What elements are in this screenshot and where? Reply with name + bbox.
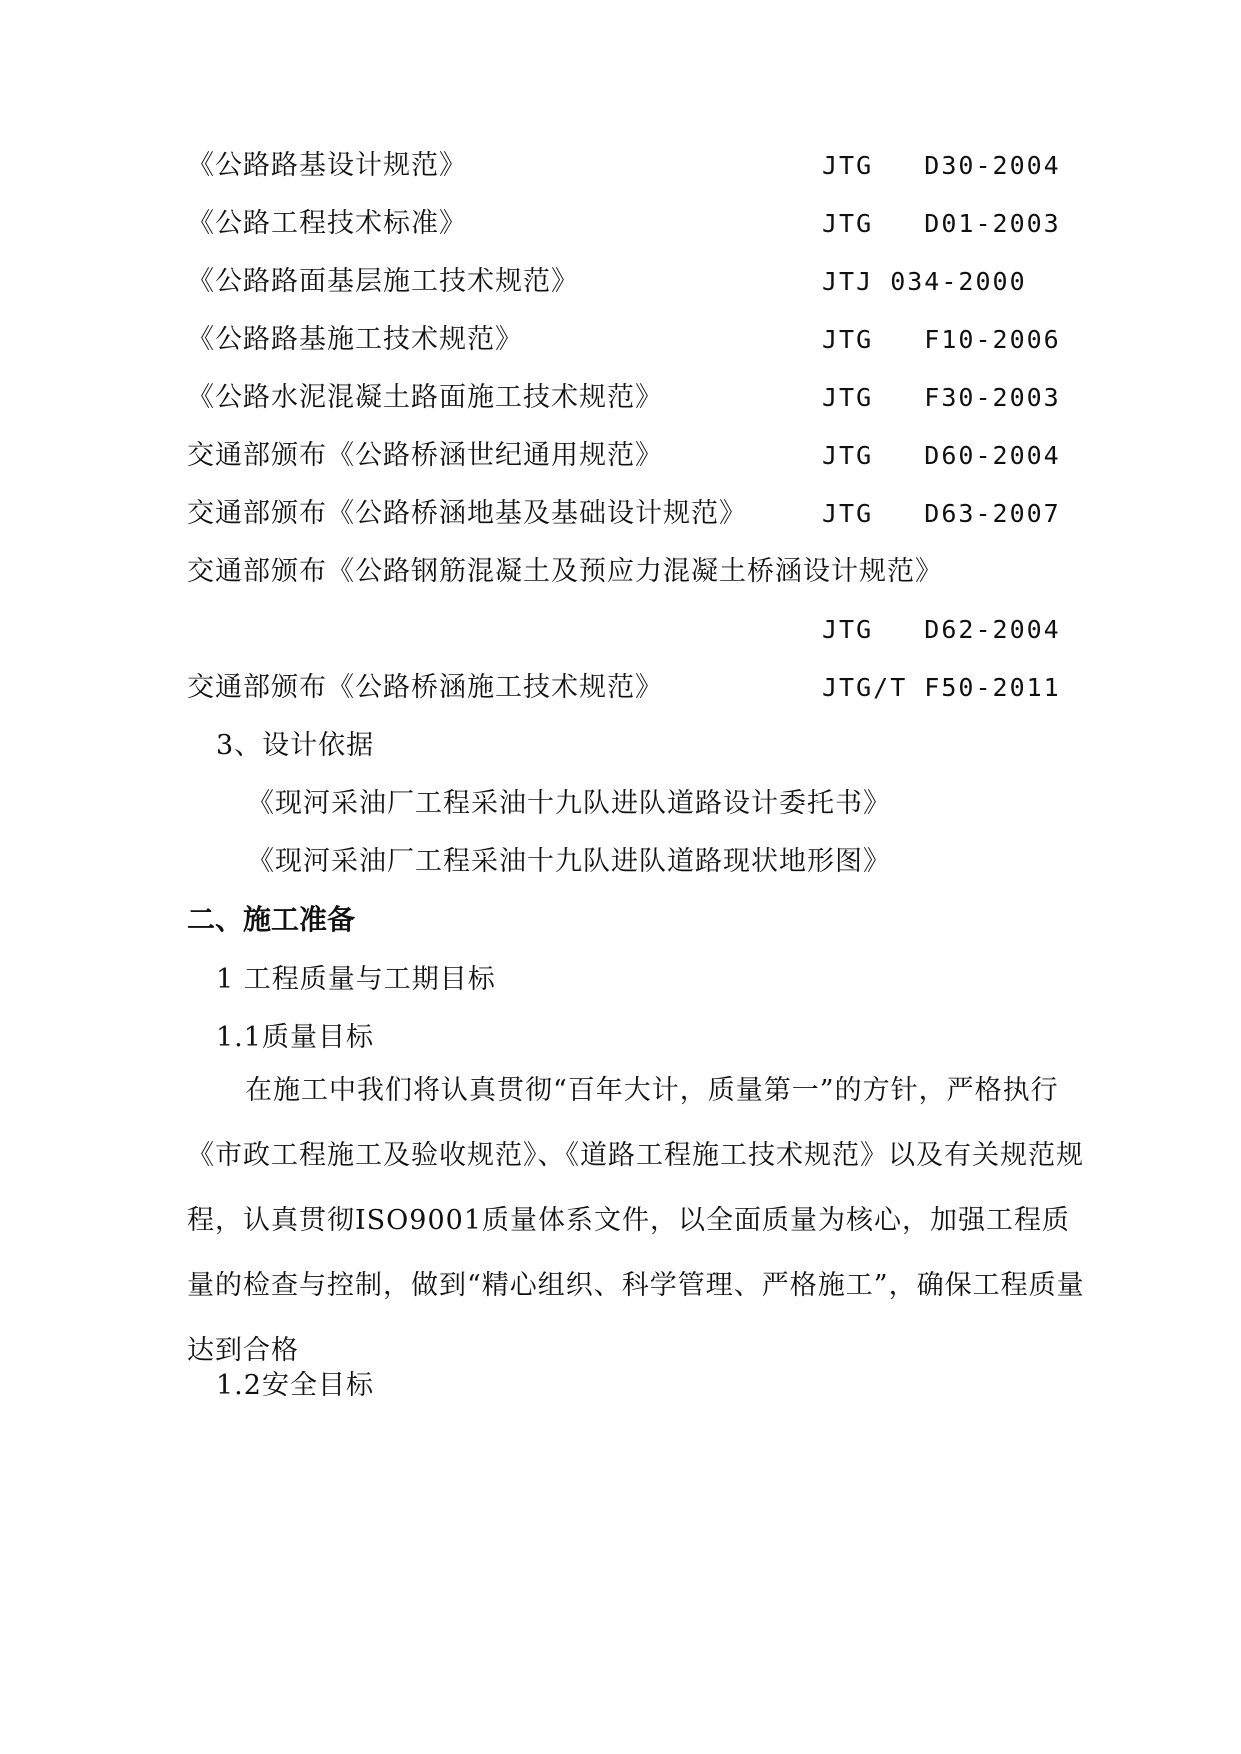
design-basis-item: 《现河采油厂工程采油十九队进队道路设计委托书》 — [247, 788, 891, 819]
standard-title: 《公路工程技术标准》 — [187, 208, 467, 239]
quality-paragraph — [187, 1058, 1087, 1383]
standard-code: JTG D60-2004 — [822, 441, 1061, 470]
subsection-heading: 1.2安全目标 — [216, 1370, 374, 1401]
subsection-heading: 1 工程质量与工期目标 — [216, 964, 496, 995]
standard-code: JTG D62-2004 — [822, 615, 1061, 644]
standard-code: JTG D30-2004 — [822, 151, 1061, 180]
standard-code: JTJ 034-2000 — [822, 267, 1027, 296]
subsection-heading: 1.1质量目标 — [216, 1022, 374, 1053]
standard-title: 交通部颁布《公路桥涵地基及基础设计规范》 — [187, 498, 747, 529]
standard-code: JTG F30-2003 — [822, 383, 1061, 412]
quality-paragraph-text: 在施工中我们将认真贯彻“百年大计，质量第一”的方针，严格执行《市政工程施工及验收规范》、《道路工程施工技术规范》以及有关规范规程，认真贯彻ISO9001质量体系文件，以全面质量为核心，加强工程质量的检查与控制，做到“精心组织、科学管理、严格施工”，确保工程质量达到合格 — [187, 1075, 1085, 1366]
standard-title: 《公路路基设计规范》 — [187, 150, 467, 181]
standard-title: 《公路路面基层施工技术规范》 — [187, 266, 579, 297]
standard-title: 交通部颁布《公路桥涵施工技术规范》 — [187, 672, 663, 703]
standard-code: JTG D63-2007 — [822, 499, 1061, 528]
standard-code: JTG/T F50-2011 — [822, 673, 1061, 702]
standard-title: 交通部颁布《公路桥涵世纪通用规范》 — [187, 440, 663, 471]
standard-title: 交通部颁布《公路钢筋混凝土及预应力混凝土桥涵设计规范》 — [187, 556, 943, 587]
standard-code: JTG F10-2006 — [822, 325, 1061, 354]
design-basis-item: 《现河采油厂工程采油十九队进队道路现状地形图》 — [247, 846, 891, 877]
section-heading: 二、施工准备 — [187, 903, 356, 936]
standard-title: 《公路水泥混凝土路面施工技术规范》 — [187, 382, 663, 413]
standard-title: 《公路路基施工技术规范》 — [187, 324, 523, 355]
design-basis-heading: 3、设计依据 — [216, 730, 375, 761]
standard-code: JTG D01-2003 — [822, 209, 1061, 238]
